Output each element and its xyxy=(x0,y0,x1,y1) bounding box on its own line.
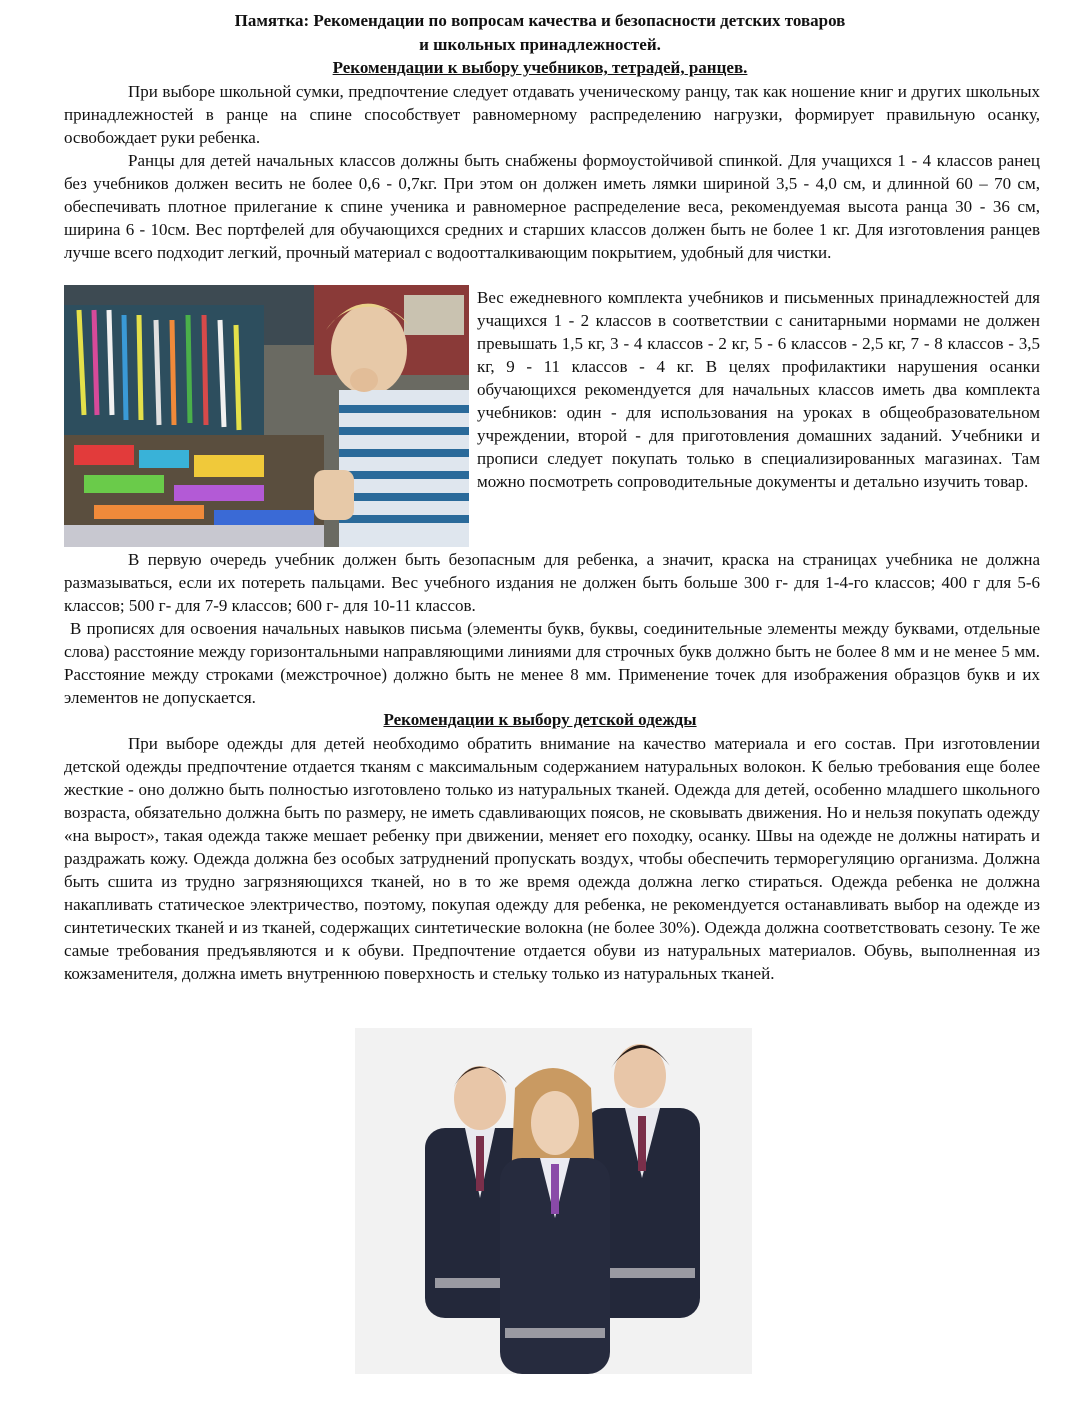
paragraph-backpack-requirements: Ранцы для детей начальных классов должны быть снабжены формоустойчивой спинкой. Для учащихся 1 - 4 классов ранец без учебников должен весить не более 0,6 - 0,7кг. При этом он должен иметь лямки шириной 3,5 - 4,0 см, и длинной 60 – 70 см, обеспечивать плотное прилегание к спине ученика и равномерное распределение веса, рекомендуемая высота ранца 30 - 36 см, ширина 6 - 10см. Вес портфелей для обучающихся средних и старших классов должен быть не более 1 кг. Для изготовления ранцев лучше всего подходит легкий, прочный материал с водоотталкивающим покрытием, удобный для чистки. xyxy=(64,151,1040,262)
section-heading-textbooks: Рекомендации к выбору учебников, тетрадей, ранцев. xyxy=(332,58,748,77)
document-title-line1: Памятка: Рекомендации по вопросам качества и безопасности детских товаров xyxy=(234,11,846,30)
document-title-line2: и школьных принадлежностей. xyxy=(419,35,661,54)
paragraph-textbook-weight: Вес ежедневного комплекта учебников и письменных принадлежностей для учащихся 1 - 2 классов в соответствии с санитарными нормами не должен превышать 1,5 кг, 3 - 4 классов - 2 кг, 5 - 6 классов - 2,5 кг, 7 - 8 классов - 3,5 кг, 9 - 11 классов - 4 кг. В целях профилактики нарушения осанки обучающихся рекомендуется для начальных классов иметь два комплекта учебников: один - для использования на уроках в общеобразовательном учреждении, второй - для приготовления домашних заданий. Учебники и прописи следует покупать только в специализированных магазинах. Там можно посмотреть сопроводительные документы и детально изучить товар. xyxy=(477,288,1040,491)
photo-boy-stationery xyxy=(64,285,469,547)
paragraph-textbook-safety: В первую очередь учебник должен быть безопасным для ребенка, а значит, краска на страницах учебника не должна размазываться, если их потереть пальцами. Вес учебного издания не должен быть больше 300 г- для 1-4-го классов; 400 г для 5-6 классов; 500 г- для 7-9 классов; 600 г- для 10-11 классов. xyxy=(64,550,1040,615)
paragraph-copybooks: В прописях для освоения начальных навыков письма (элементы букв, буквы, соединительные элементы между буквами, отдельные слова) расстояние между горизонтальными направляющими линиями для строчных букв должно быть не более 8 мм и не менее 5 мм. Расстояние между строками (межстрочное) должно быть не менее 8 мм. Применение точек для изображения образцов букв и их элементов не допускается. xyxy=(64,619,1040,707)
photo-school-uniform xyxy=(355,1028,752,1374)
paragraph-clothing: При выборе одежды для детей необходимо обратить внимание на качество материала и его состав. При изготовлении детской одежды предпочтение отдается тканям с максимальным содержанием натуральных волокон. К белью требования еще более жесткие - оно должно быть полностью изготовлено только из натуральных тканей. Одежда для детей, особенно младшего школьного возраста, обязательно должна быть по размеру, не иметь сдавливающих поясов, не сковывать движения. Но и нельзя покупать одежду «на вырост», такая одежда также мешает ребенку при движении, меняет его походку, осанку. Швы на одежде не должны натирать и раздражать кожу. Одежда должна без особых затруднений пропускать воздух, чтобы обеспечить терморегуляцию организма. Должна быть сшита из трудно загрязняющихся тканей, но в то же время одежда должна легко стираться. Одежда ребенка не должна накапливать статическое электричество, поэтому, покупая одежду для ребенка, не рекомендуется останавливать выбор на одежде из синтетических тканей и из тканей, содержащих синтетические волокна (не более 30%). Одежда должна соответствовать сезону. Те же самые требования предъявляются и к обуви. Предпочтение отдается обуви из натуральных материалов. Обувь, выполненная из кожзаменителя, должна иметь внутреннюю поверхность и стельку только из натуральных тканей. xyxy=(64,734,1040,983)
section-heading-clothing: Рекомендации к выбору детской одежды xyxy=(383,710,697,729)
paragraph-school-bag: При выборе школьной сумки, предпочтение следует отдавать ученическому ранцу, так как ношение книг и других школьных принадлежностей в ранце на спине способствует равномерному распределению нагрузки, формирует правильную осанку, освобождает руки ребенка. xyxy=(64,82,1040,147)
